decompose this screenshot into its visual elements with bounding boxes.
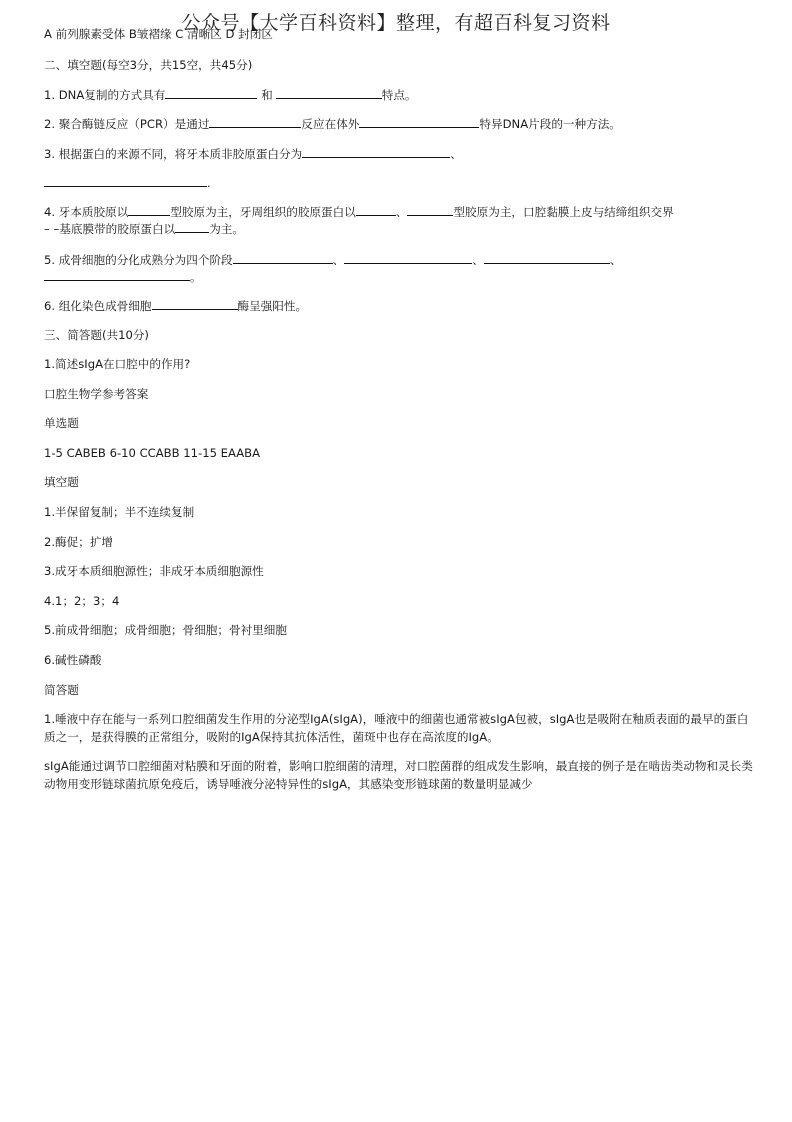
short-answers-title: 简答题 bbox=[44, 683, 79, 697]
fill-answers-title: 填空题 bbox=[44, 475, 79, 489]
q5-text-e: 。 bbox=[190, 270, 202, 284]
fill-question-4-cont bbox=[44, 220, 244, 237]
answer-blank bbox=[165, 86, 257, 99]
q5-text-a: 5. 成骨细胞的分化成熟分为四个阶段 bbox=[44, 253, 233, 267]
answer-blank bbox=[344, 251, 472, 264]
answer-blank bbox=[356, 203, 396, 216]
fill-question-2 bbox=[44, 115, 621, 132]
answer-blank bbox=[233, 251, 333, 264]
answer-blank bbox=[44, 174, 207, 187]
q2-text-c: 特异DNA片段的一种方法。 bbox=[479, 117, 621, 131]
q1-text-c: 特点。 bbox=[381, 88, 417, 102]
fill-question-5-cont bbox=[44, 268, 202, 285]
q6-text-a: 6. 组化染色成骨细胞 bbox=[44, 299, 152, 313]
fill-answer-5: 5.前成骨细胞；成骨细胞；骨细胞；骨衬里细胞 bbox=[44, 623, 287, 637]
q4-text-f: 为主。 bbox=[209, 222, 245, 236]
fill-question-5 bbox=[44, 251, 621, 268]
single-choice-answers: 1-5 CABEB 6-10 CCABB 11-15 EAABA bbox=[44, 446, 261, 460]
fill-question-4 bbox=[44, 203, 674, 220]
q1-text-b: 和 bbox=[261, 88, 273, 102]
answer-blank bbox=[359, 115, 479, 128]
q4-text-c: 、 bbox=[395, 205, 408, 219]
answer-blank bbox=[44, 268, 190, 281]
question-options: A 前列腺素受体 B皱褶缘 C 清晰区 D 封闭区 bbox=[44, 27, 273, 41]
fill-question-3 bbox=[44, 145, 462, 162]
fill-answer-2: 2.酶促；扩增 bbox=[44, 535, 114, 549]
fill-question-6 bbox=[44, 297, 307, 314]
answer-blank bbox=[407, 203, 453, 216]
short-question-1: 1.简述sIgA在口腔中的作用? bbox=[44, 357, 191, 371]
q3-text-c: . bbox=[207, 176, 211, 190]
q3-text-a: 3. 根据蛋白的来源不同，将牙本质非胶原蛋白分为 bbox=[44, 147, 303, 161]
q5-text-c: 、 bbox=[472, 253, 484, 267]
q5-text-d: 、 bbox=[609, 253, 622, 267]
fill-answer-1: 1.半保留复制；半不连续复制 bbox=[44, 505, 195, 519]
answer-blank bbox=[128, 203, 170, 216]
answer-blank bbox=[175, 220, 209, 233]
answer-blank bbox=[152, 297, 238, 310]
watermark-text: 公众号【大学百科资料】整理，有超百科复习资料 bbox=[181, 12, 611, 34]
q2-text-b: 反应在体外 bbox=[301, 117, 360, 131]
single-choice-title: 单选题 bbox=[44, 416, 79, 430]
q2-text-a: 2. 聚合酶链反应（PCR）是通过 bbox=[44, 117, 210, 131]
q1-text-a: 1. DNA复制的方式具有 bbox=[44, 88, 166, 102]
fill-question-3-cont bbox=[44, 174, 211, 191]
fill-answer-3: 3.成牙本质细胞源性；非成牙本质细胞源性 bbox=[44, 564, 264, 578]
fill-answer-4: 4.1；2；3；4 bbox=[44, 594, 120, 608]
answers-title: 口腔生物学参考答案 bbox=[44, 387, 149, 401]
answer-blank bbox=[484, 251, 610, 264]
q5-text-b: 、 bbox=[332, 253, 345, 267]
q6-text-b: 酶呈强阳性。 bbox=[237, 299, 308, 313]
q3-text-b: 、 bbox=[450, 147, 462, 161]
q4-text-d: 型胶原为主，口腔黏膜上皮与结缔组织交界 bbox=[453, 205, 674, 219]
short-answer-paragraph-1: 1.唾液中存在能与一系列口腔细菌发生作用的分泌型IgA(sIgA)，唾液中的细菌也通常被sIgA包被，sIgA也是吸附在釉质表面的最早的蛋白质之一，是获得膜的正常组分，吸附的IgA保持其抗体活性，菌斑中也存在高浓度的IgA。 bbox=[44, 712, 749, 744]
fill-question-1 bbox=[44, 86, 417, 103]
q4-text-a: 4. 牙本质胶原以 bbox=[44, 205, 129, 219]
section-fill-title: 二、填空题(每空3分，共15空，共45分) bbox=[44, 58, 253, 72]
fill-answer-6: 6.碱性磷酸 bbox=[44, 653, 102, 667]
q4-text-b: 型胶原为主，牙周组织的胶原蛋白以 bbox=[170, 205, 356, 219]
q4-text-e: – –基底膜带的胶原蛋白以 bbox=[44, 222, 176, 236]
answer-blank bbox=[276, 86, 382, 99]
answer-blank bbox=[302, 145, 450, 158]
answer-blank bbox=[209, 115, 301, 128]
short-answer-paragraph-2: sIgA能通过调节口腔细菌对粘膜和牙面的附着，影响口腔细菌的清理，对口腔菌群的组成发生影响，最直接的例子是在啮齿类动物和灵长类动物用变形链球菌抗原免疫后，诱导唾液分泌特异性的sIgA，其感染变形链球菌的数量明显减少 bbox=[44, 759, 753, 791]
section-short-title: 三、简答题(共10分) bbox=[44, 328, 149, 342]
